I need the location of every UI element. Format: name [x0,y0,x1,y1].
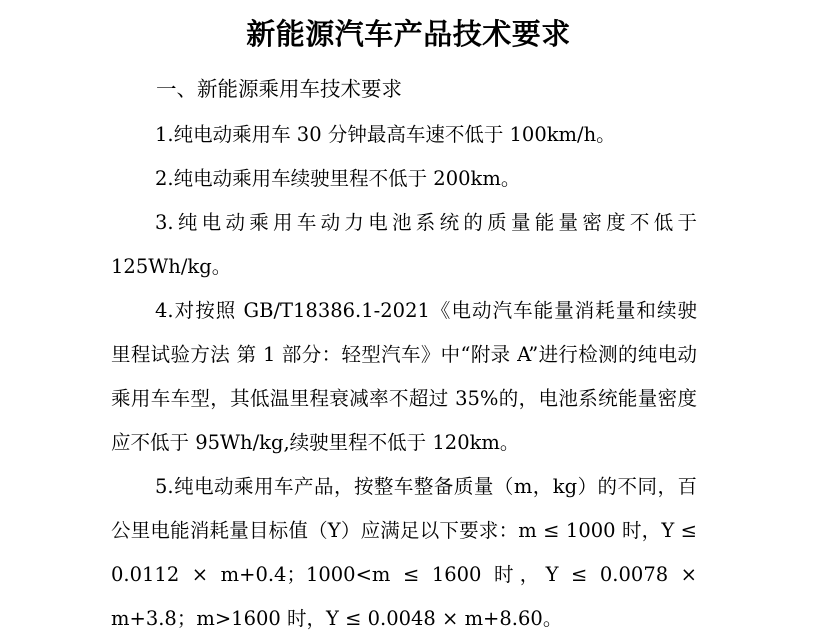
paragraph-4: 4.对按照 GB/T18386.1-2021《电动汽车能量消耗量和续驶里程试验方法 第 1 部分：轻型汽车》中“附录 A”进行检测的纯电动乘用车车型，其低温里程衰减率不超过 35%的，电池系统能量密度应不低于 95Wh/kg,续驶里程不低于 120km。 [111,299,697,454]
paragraph-1: 1.纯电动乘用车 30 分钟最高车速不低于 100km/h。 [155,123,616,146]
paragraph-2: 2.纯电动乘用车续驶里程不低于 200km。 [155,167,521,190]
section-heading: 一、新能源乘用车技术要求 [156,77,402,101]
paragraph-3: 3.纯电动乘用车动力电池系统的质量能量密度不低于 125Wh/kg。 [111,211,697,278]
paragraph-5: 5.纯电动乘用车产品，按整车整备质量（m，kg）的不同，百公里电能消耗量目标值（Y）应满足以下要求：m ≤ 1000 时，Y ≤ 0.0112 × m+0.4；1000<m ≤ 1600 时，Y ≤ 0.0078 × m+3.8；m>1600 时，Y ≤ 0.0048 × m+8.60。 [111,475,697,630]
document-title: 新能源汽车产品技术要求 [246,17,571,51]
